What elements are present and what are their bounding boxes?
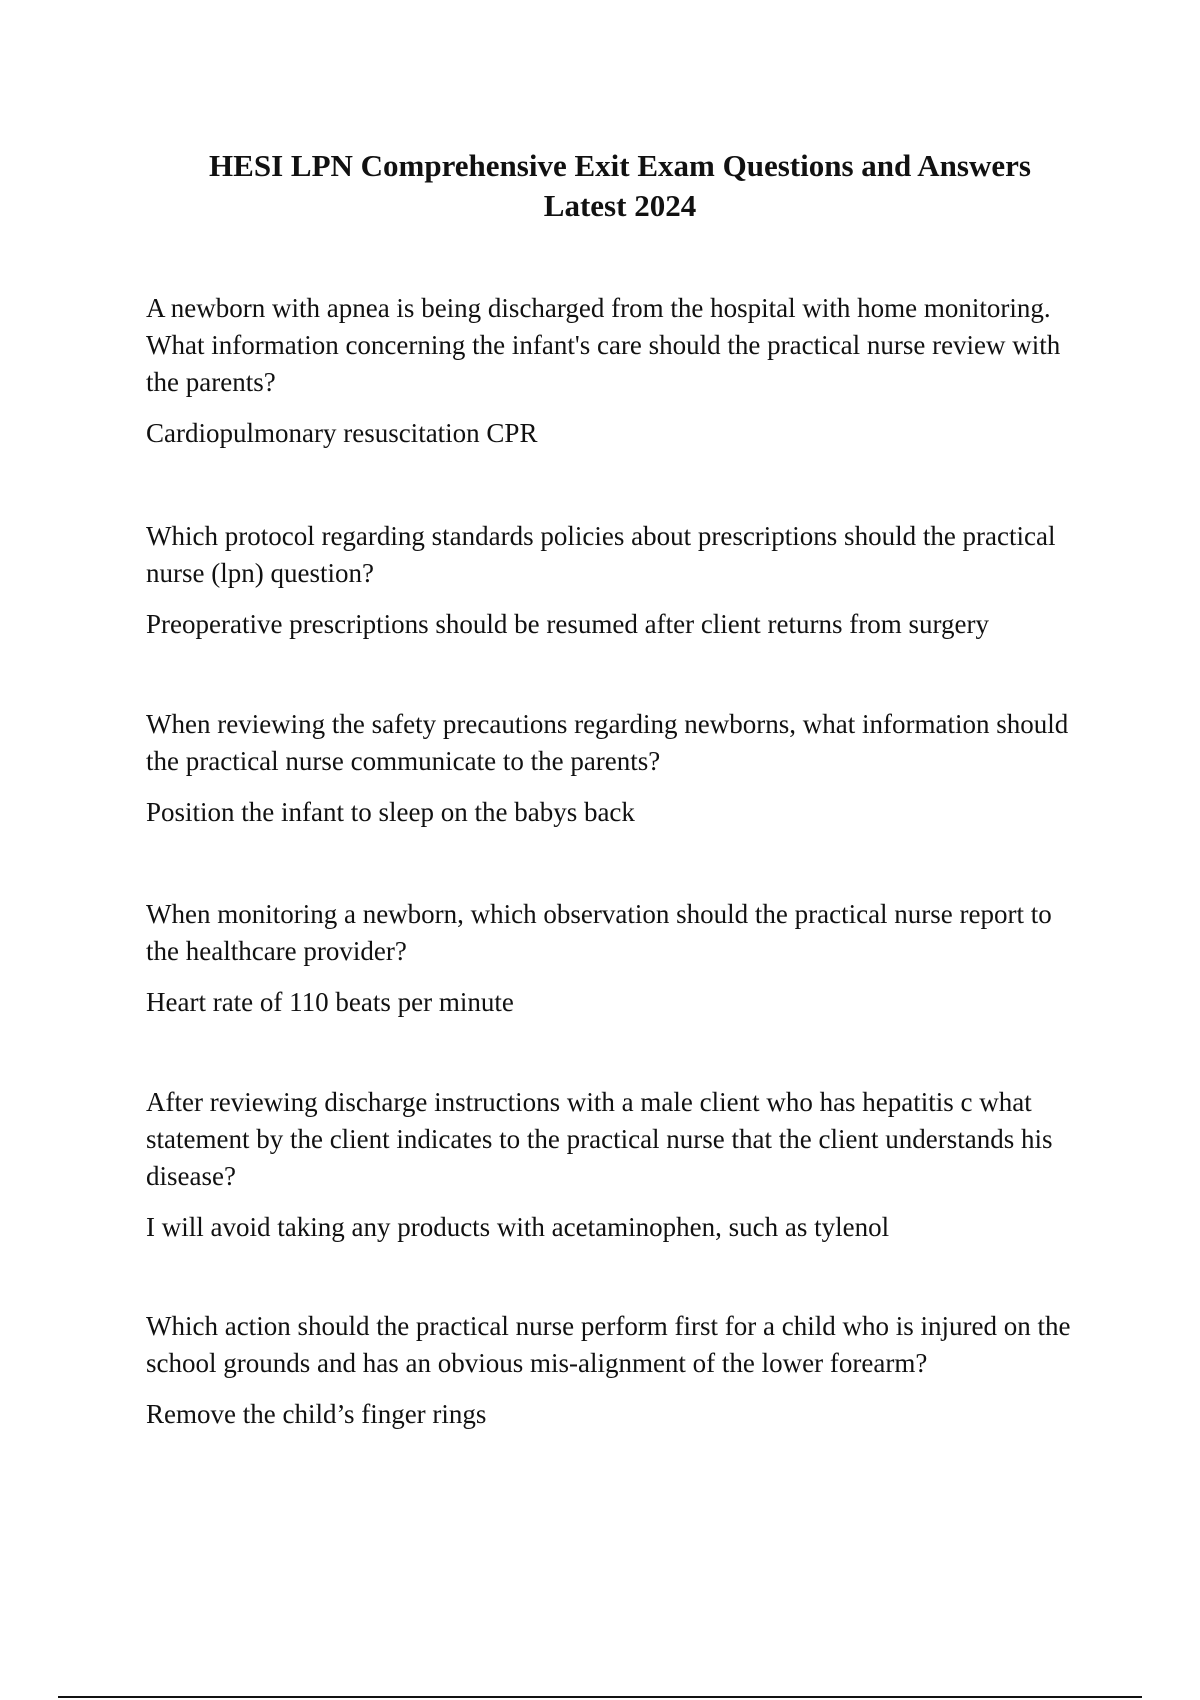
answer-text: Heart rate of 110 beats per minute: [146, 987, 514, 1017]
question-text: A newborn with apnea is being discharged from the hospital with home monitoring. What information concerning the infant's care should the practical nurse review with the parents?: [146, 293, 1061, 397]
answer-text: I will avoid taking any products with acetaminophen, such as tylenol: [146, 1212, 890, 1242]
question-text: When reviewing the safety precautions regarding newborns, what information should the practical nurse communicate to the parents?: [146, 709, 1069, 776]
answer-text: Remove the child’s finger rings: [146, 1399, 487, 1429]
qa-item-5: [146, 1084, 1086, 1246]
qa-item-6: [146, 1308, 1086, 1433]
answer-text: Position the infant to sleep on the babys back: [146, 797, 635, 827]
document-title: [100, 146, 1140, 226]
title-line-1: HESI LPN Comprehensive Exit Exam Questions and Answers: [209, 148, 1031, 183]
answer-text: Preoperative prescriptions should be resumed after client returns from surgery: [146, 609, 989, 639]
question-text: Which action should the practical nurse perform first for a child who is injured on the school grounds and has an obvious mis-alignment of the lower forearm?: [146, 1311, 1071, 1378]
qa-item-2: [146, 518, 1086, 643]
qa-item-1: [146, 290, 1086, 452]
question-text: After reviewing discharge instructions with a male client who has hepatitis c what statement by the client indicates to the practical nurse that the client understands his disease?: [146, 1087, 1053, 1191]
qa-item-4: [146, 896, 1086, 1021]
answer-text: Cardiopulmonary resuscitation CPR: [146, 418, 538, 448]
question-text: Which protocol regarding standards policies about prescriptions should the practical nurse (lpn) question?: [146, 521, 1056, 588]
footer-divider: [58, 1696, 1142, 1698]
question-text: When monitoring a newborn, which observation should the practical nurse report to the healthcare provider?: [146, 899, 1052, 966]
title-line-2: Latest 2024: [543, 188, 697, 223]
qa-item-3: [146, 706, 1086, 831]
